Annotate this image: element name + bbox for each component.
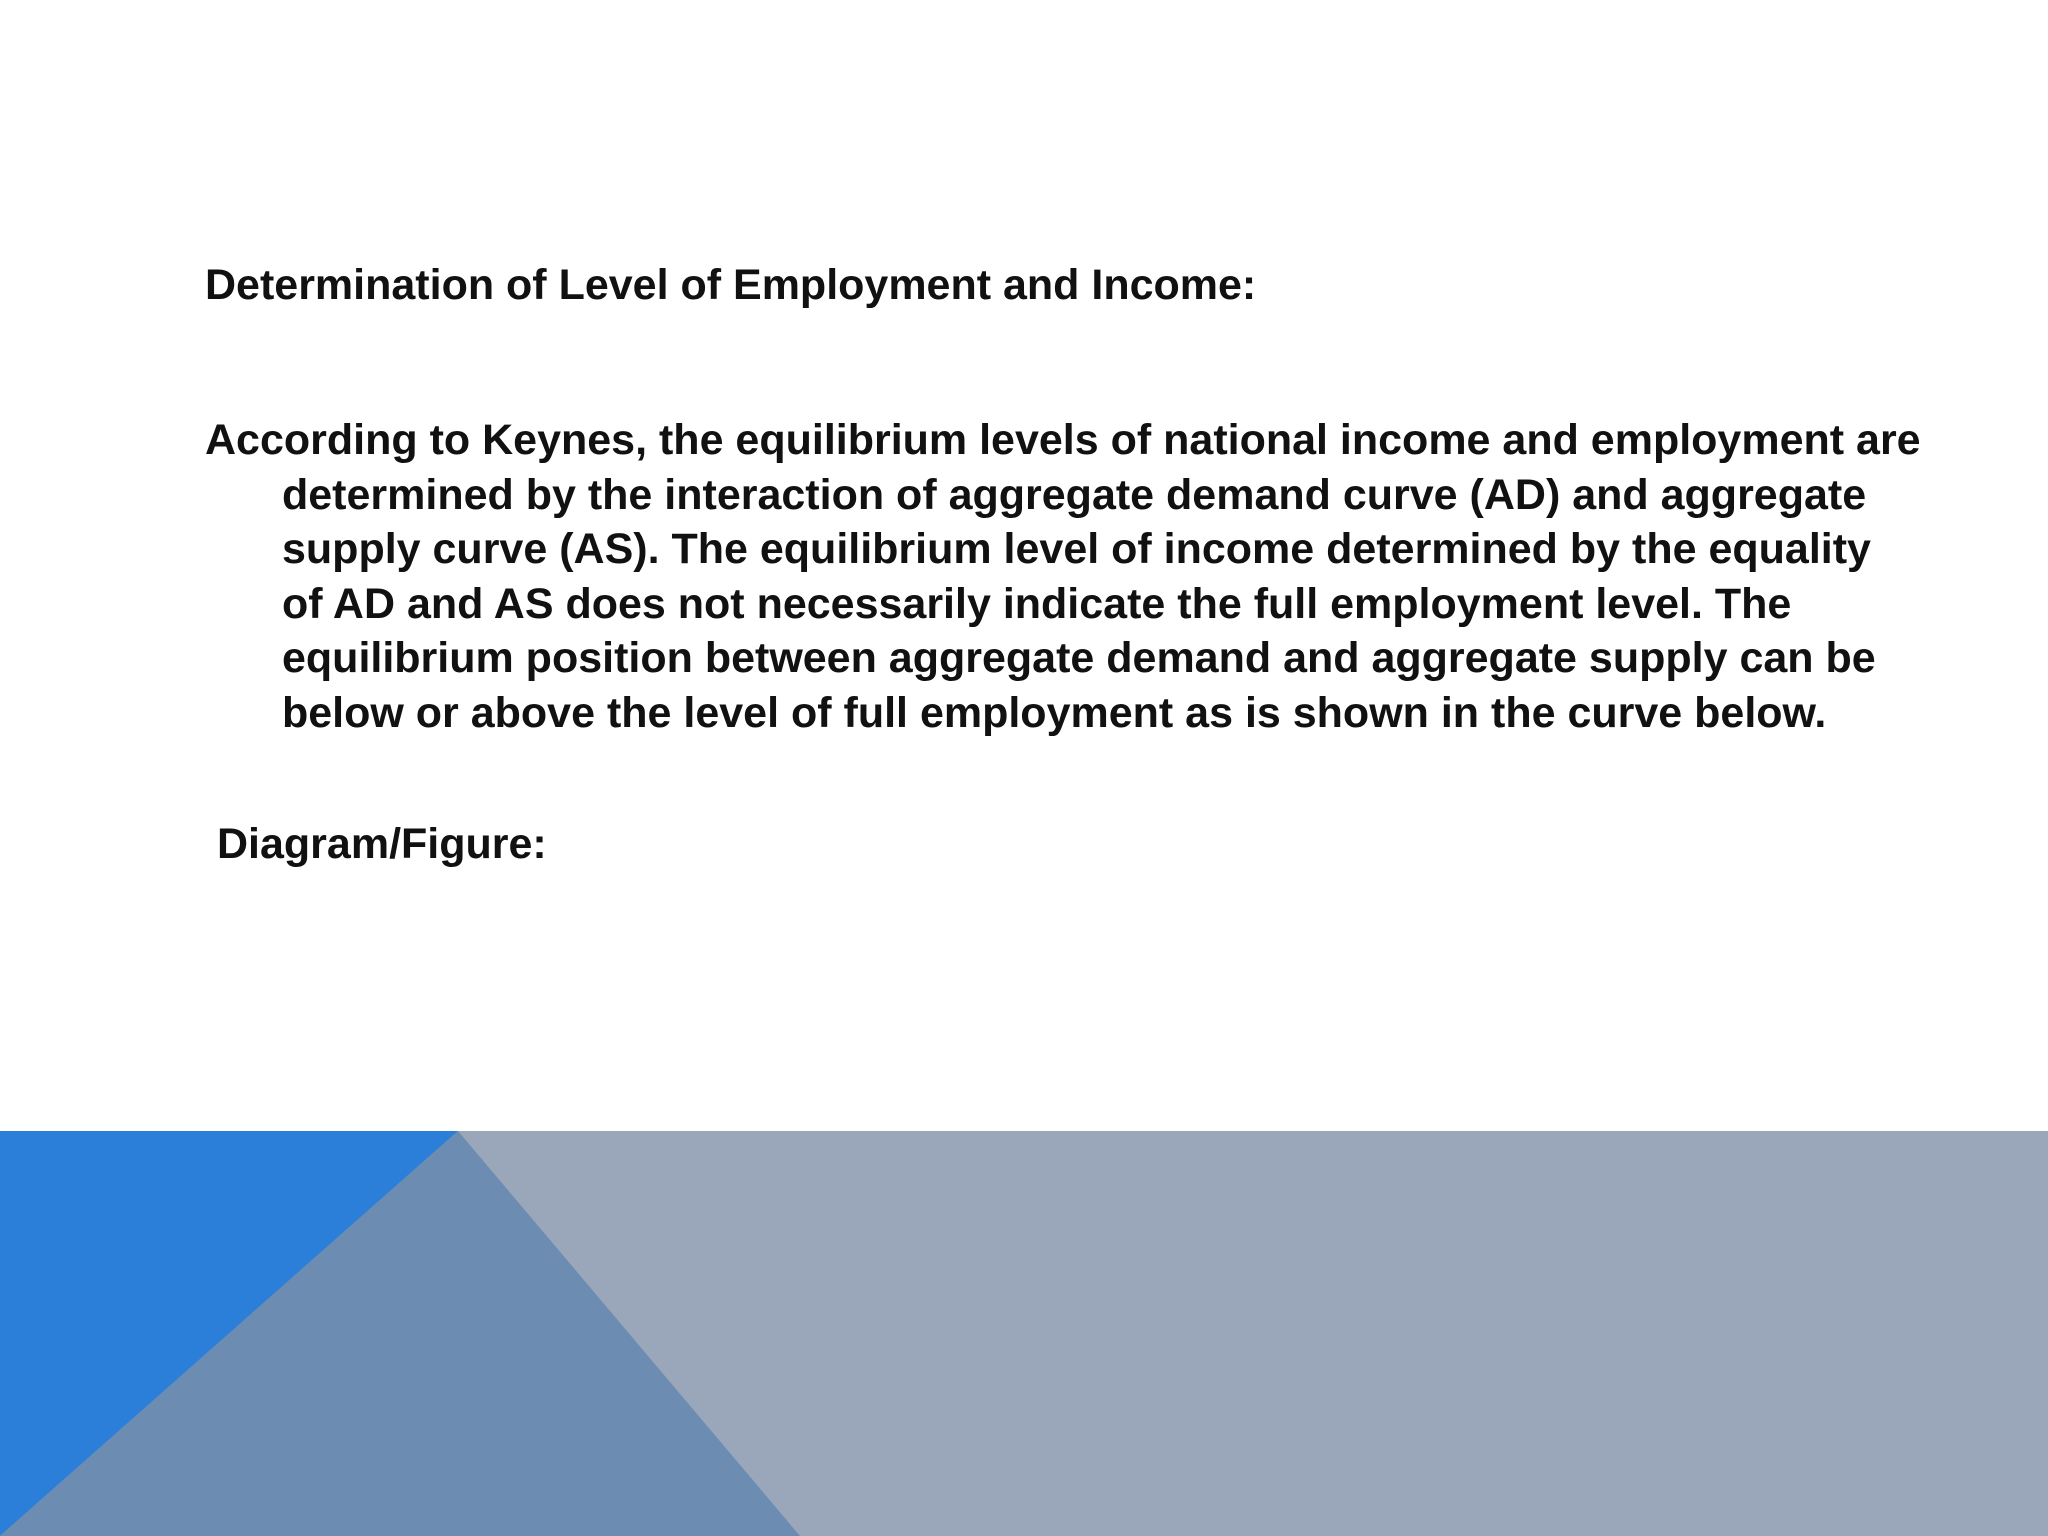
slide-paragraph: According to Keynes, the equilibrium levels of national income and employment are determined by the interaction of aggregate demand curve (AD) and aggregate supply curve (AS). The equilibrium level of income determined by the equality of AD and AS does not necessarily indicate the full employment level. The equilibrium position between aggregate demand and aggregate supply can be below or above the level of full employment as is shown in the curve below. <box>205 416 1921 737</box>
figure-label: Diagram/Figure: <box>217 820 547 868</box>
slide-heading: Determination of Level of Employment and Income: <box>205 261 1257 309</box>
decorative-footer-band <box>0 1131 2048 1536</box>
